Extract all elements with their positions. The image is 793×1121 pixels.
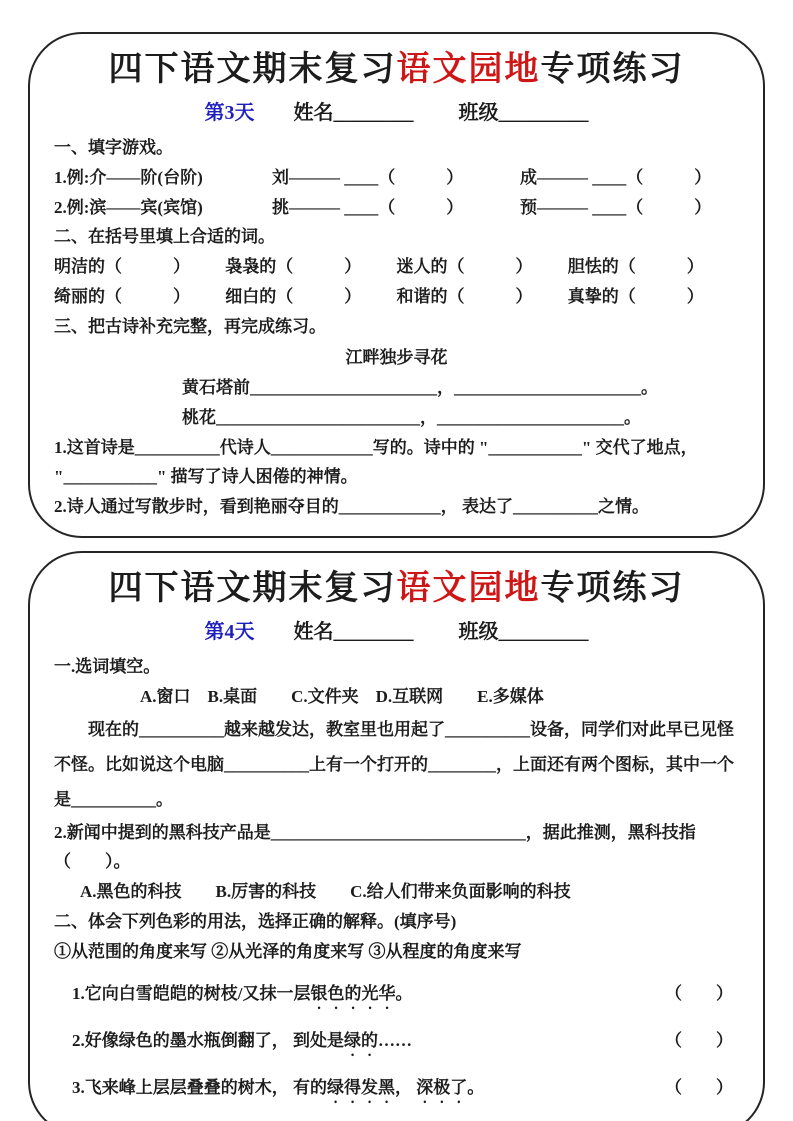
card2-day-badge: 第4天 [204, 621, 255, 644]
word-blank-mingjie: 明洁的（ ） [54, 257, 190, 277]
card2-title-part2: 专项练习 [540, 569, 685, 607]
card1-fill-row-2 [54, 193, 739, 223]
sentence-2-answer-paren: （ ） [665, 1031, 733, 1051]
sentence-2-text [72, 1026, 412, 1060]
blacktech-question: 2.新闻中提到的黑科技产品是______________________________，据此推测，黑科技指（ ）。 [54, 822, 696, 872]
card1-section1-heading: 一、填字游戏。 [54, 138, 173, 158]
sentence-1-text [72, 979, 412, 1013]
blacktech-options: A.黑色的科技 B.厉害的科技 C.给人们带来负面影响的科技 [80, 882, 571, 902]
sentence-1-pre: 1.它向白雪皑皑的树枝/又抹一层 [72, 984, 311, 1004]
word-blank-xibai: 细白的（ ） [225, 286, 362, 306]
fill-blank-tiao: 挑——— ____（ ） [272, 197, 464, 217]
worksheet-card-day3 [28, 32, 765, 538]
poem-question-2: 2.诗人通过写散步时，看到艳丽夺目的____________， 表达了__________之情。 [54, 497, 649, 517]
sentence-3-answer-paren: （ ） [665, 1078, 733, 1098]
fill-example-1: 1.例:介——阶(台阶) [54, 167, 203, 187]
card1-body [54, 133, 739, 522]
card1-section2-heading: 二、在括号里填上合适的词。 [54, 227, 275, 247]
sentence-2-pre: 2.好像绿色的墨水瓶倒翻了， 到处是 [72, 1031, 344, 1051]
word-blank-hexie: 和谐的（ ） [396, 286, 533, 306]
sentence-1-answer-paren: （ ） [665, 984, 733, 1004]
card1-subtitle [54, 96, 739, 125]
sentence-3-mid: ， [395, 1078, 417, 1098]
card1-name-blank: 姓名________ [293, 102, 414, 125]
sentence-3-emphasis: 绿得发黑 [327, 1078, 395, 1098]
card1-class-blank: 班级_________ [458, 102, 589, 125]
card2-section2-heading: 二、体会下列色彩的用法，选择正确的解释。(填序号) [54, 911, 457, 931]
card1-day-badge: 第3天 [204, 102, 255, 125]
card2-subtitle [54, 615, 739, 644]
color-sentence-2 [54, 1026, 739, 1060]
sentence-2-mid: …… [378, 1031, 412, 1051]
fill-example-2: 2.例:滨——宾(宾馆) [54, 197, 203, 217]
poem-line-1: 黄石塔前______________________，______________________。 [182, 378, 658, 398]
fill-blank-yu: 预——— ____（ ） [520, 197, 712, 217]
sentence-3-emphasis2: 深极了 [416, 1078, 468, 1098]
card1-fill-row-1 [54, 163, 739, 193]
fill-blank-cheng: 成——— ____（ ） [520, 167, 712, 187]
card1-section3-heading: 三、把古诗补充完整，再完成练习。 [54, 316, 326, 336]
word-blank-zhenzhi: 真挚的（ ） [567, 286, 704, 306]
sentence-2-emphasis: 绿的 [344, 1031, 378, 1051]
choice-options: A.窗口 B.桌面 C.文件夹 D.互联网 E.多媒体 [140, 686, 544, 706]
card2-name-blank: 姓名________ [293, 621, 414, 644]
poem-title: 江畔独步寻花 [345, 348, 448, 368]
card2-title-highlight: 语文园地 [396, 569, 541, 607]
color-usage-hints: ①从范围的角度来写 ②从光泽的角度来写 ③从程度的角度来写 [54, 941, 522, 961]
sentence-3-text [72, 1073, 484, 1107]
card1-title [54, 48, 739, 92]
card1-title-part1: 四下语文期末复习 [108, 51, 397, 88]
poem-line-2: 桃花________________________，______________________。 [182, 407, 641, 427]
color-sentence-3 [54, 1073, 739, 1107]
word-blank-danqie: 胆怯的（ ） [567, 257, 704, 277]
card1-word-row-1 [54, 252, 739, 282]
card1-word-row-2 [54, 282, 739, 312]
sentence-1-mid: 。 [395, 984, 413, 1004]
sentence-3-pre: 3.飞来峰上层层叠叠的树木， 有的 [72, 1078, 327, 1098]
card1-title-part2: 专项练习 [540, 51, 685, 88]
card2-class-blank: 班级_________ [458, 621, 589, 644]
worksheet-card-day4 [28, 551, 765, 1121]
word-blank-miren: 迷人的（ ） [396, 257, 533, 277]
worksheet-page [0, 32, 793, 1121]
card1-title-highlight: 语文园地 [396, 51, 541, 88]
word-blank-qili: 绮丽的（ ） [54, 286, 190, 306]
cloze-paragraph: 现在的__________越来越发达，教室里也用起了__________设备，同学们对此早已见怪不怪。比如说这个电脑__________上有一个打开的________，上面还有两个图标，其中一个是__________。 [54, 719, 734, 810]
sentence-1-emphasis: 银色的光华 [310, 984, 396, 1004]
card2-section1-heading: 一.选词填空。 [54, 657, 161, 677]
card2-title-part1: 四下语文期末复习 [108, 569, 397, 607]
word-blank-niaoniao: 袅袅的（ ） [225, 257, 362, 277]
sentence-3-post: 。 [467, 1078, 485, 1098]
poem-question-1: 1.这首诗是__________代诗人____________写的。诗中的 "___________" 交代了地点， "___________" 描写了诗人困倦的神情。 [54, 437, 698, 487]
card2-title [54, 567, 739, 611]
card2-body [54, 652, 739, 1107]
fill-blank-liu: 刘——— ____（ ） [272, 167, 464, 187]
color-sentence-1 [54, 979, 739, 1013]
